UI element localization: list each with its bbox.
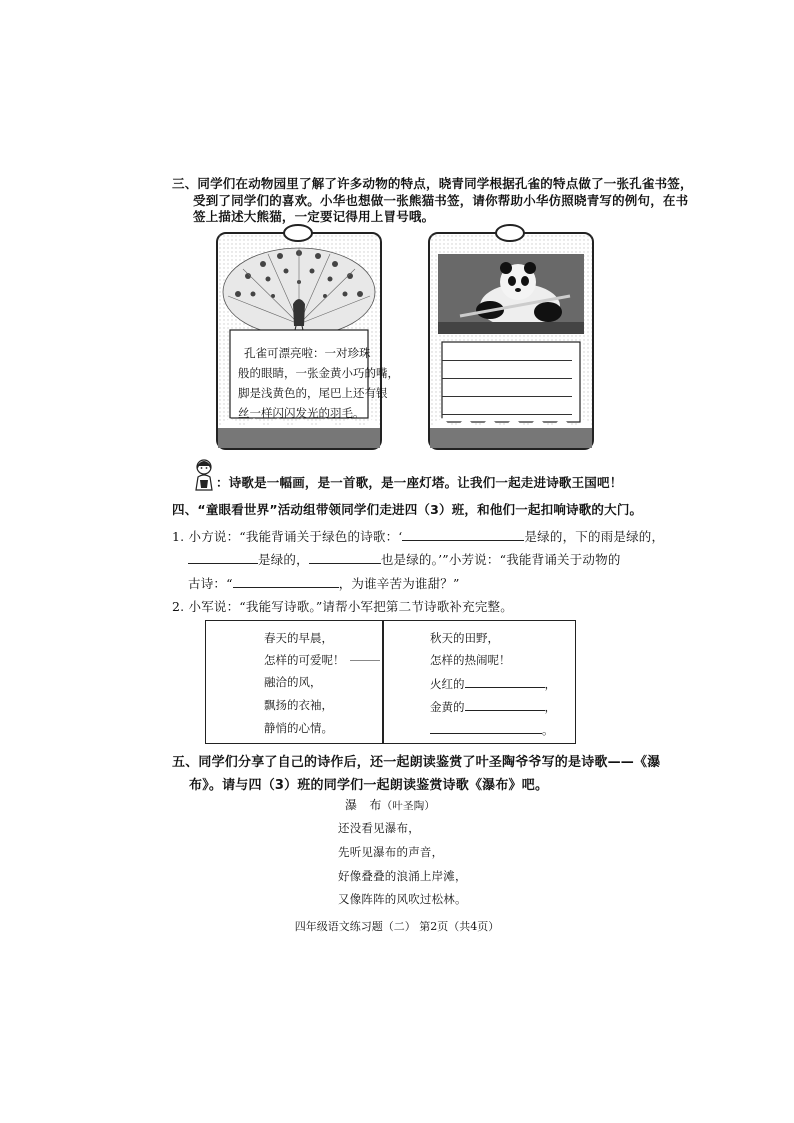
waterfall-line-2: 先听见瀑布的声音， [338, 845, 444, 859]
poem-blank-2[interactable] [465, 698, 545, 711]
q1-line-2 [188, 551, 621, 568]
poem-left-5: 静悄的心情。 [264, 721, 333, 735]
panda-write-line-1[interactable] [442, 360, 572, 361]
student-avatar-icon [192, 458, 216, 492]
peacock-image [223, 248, 375, 336]
peacock-text-1: 孔雀可漂亮啦：一对珍珠 [244, 346, 371, 360]
section3-line-3: 签上描述大熊猫，一定要记得用上冒号哦。 [193, 209, 435, 224]
peacock-ring-icon [283, 224, 313, 242]
poem-blank-1[interactable] [465, 675, 545, 688]
q1-blank-2[interactable] [188, 551, 258, 564]
poem-end-2: ， [544, 700, 556, 714]
q1-line2-b: 也是绿的。’”小芳说：“我能背诵关于动物的 [380, 552, 621, 567]
waterfall-line-3: 好像叠叠的浪涌上岸滩， [338, 869, 467, 883]
peacock-text-2: 般的眼睛，一张金黄小巧的嘴， [238, 366, 399, 380]
poem-right-5 [430, 721, 554, 737]
peacock-text-3: 脚是浅黄色的，尾巴上还有银 [238, 386, 388, 400]
waterfall-poem-heading [345, 797, 435, 815]
peacock-bookmark [216, 232, 399, 450]
panda-ring-icon [495, 224, 525, 242]
page-footer: 四年级语文练习题（二） 第2页（共4页） [294, 920, 500, 933]
panda-write-line-4[interactable] [442, 414, 572, 415]
q2-prompt: 2. 小军说：“我能写诗歌。”请帮小军把第二节诗歌补充完整。 [172, 599, 513, 614]
poem-left-3: 融洽的风， [264, 675, 322, 689]
panda-write-line-2[interactable] [442, 378, 572, 379]
q1-line3-a: 古诗：“ [188, 576, 233, 591]
scan-mark [350, 660, 380, 661]
poem-left-4: 飘扬的衣袖， [264, 698, 333, 712]
section3-line-2: 受到了同学们的喜欢。小华也想做一张熊猫书签，请你帮助小华仿照晓青写的例句，在书 [193, 193, 689, 208]
q1-blank-4[interactable] [233, 575, 339, 588]
waterfall-poem-author: （叶圣陶） [381, 800, 436, 812]
poem-divider [382, 621, 384, 743]
q1-blank-1[interactable] [402, 528, 524, 541]
poem-right-3 [430, 675, 556, 691]
poem-blank-3[interactable] [430, 721, 542, 734]
poem-right-1: 秋天的田野， [430, 631, 499, 645]
poem-right-4-text: 金黄的 [430, 700, 465, 714]
section3-line-1: 三、同学们在动物园里了解了许多动物的特点，晓青同学根据孔雀的特点做了一张孔雀书签， [172, 176, 693, 191]
q1-line-3 [188, 575, 460, 592]
q1-line2-a: 是绿的， [258, 552, 309, 567]
poem-left-1: 春天的早晨， [264, 631, 333, 645]
poem-table [205, 620, 576, 744]
poem-end-3: 。 [542, 723, 554, 737]
poem-end-1: ， [544, 677, 556, 691]
waterfall-line-4: 又像阵阵的风吹过松林。 [338, 892, 467, 906]
poem-right-2: 怎样的热闹呢！ [430, 653, 511, 667]
section5-line-1: 五、同学们分享了自己的诗作后，还一起朗读鉴赏了叶圣陶爷爷写的是诗歌——《瀑 [172, 755, 661, 770]
panda-bookmark-art [430, 234, 592, 448]
poem-right-4 [430, 698, 556, 714]
q1-line-1 [172, 528, 664, 545]
speech-line: ：诗歌是一幅画，是一首歌，是一座灯塔。让我们一起走进诗歌王国吧！ [216, 475, 623, 490]
section5-line-2: 布》。请与四（3）班的同学们一起朗读鉴赏诗歌《瀑布》吧。 [189, 778, 549, 793]
q1-line3-b: ，为谁辛苦为谁甜？” [338, 576, 460, 591]
q1-line1-b: 是绿的，下的雨是绿的， [524, 529, 665, 544]
q1-blank-3[interactable] [309, 551, 381, 564]
panda-write-line-3[interactable] [442, 396, 572, 397]
section4-title: 四、“童眼看世界”活动组带领同学们走进四（3）班，和他们一起扣响诗歌的大门。 [172, 502, 643, 517]
panda-bookmark [428, 232, 594, 450]
peacock-text-4: 丝一样闪闪发光的羽毛。 [238, 406, 365, 420]
waterfall-line-1: 还没看见瀑布， [338, 821, 420, 835]
poem-right-3-text: 火红的 [430, 677, 465, 691]
waterfall-poem-title: 瀑 布 [345, 798, 382, 812]
poem-left-2: 怎样的可爱呢！ [264, 653, 345, 667]
q1-line1-a: 1. 小方说：“我能背诵关于绿色的诗歌：‘ [172, 529, 403, 544]
